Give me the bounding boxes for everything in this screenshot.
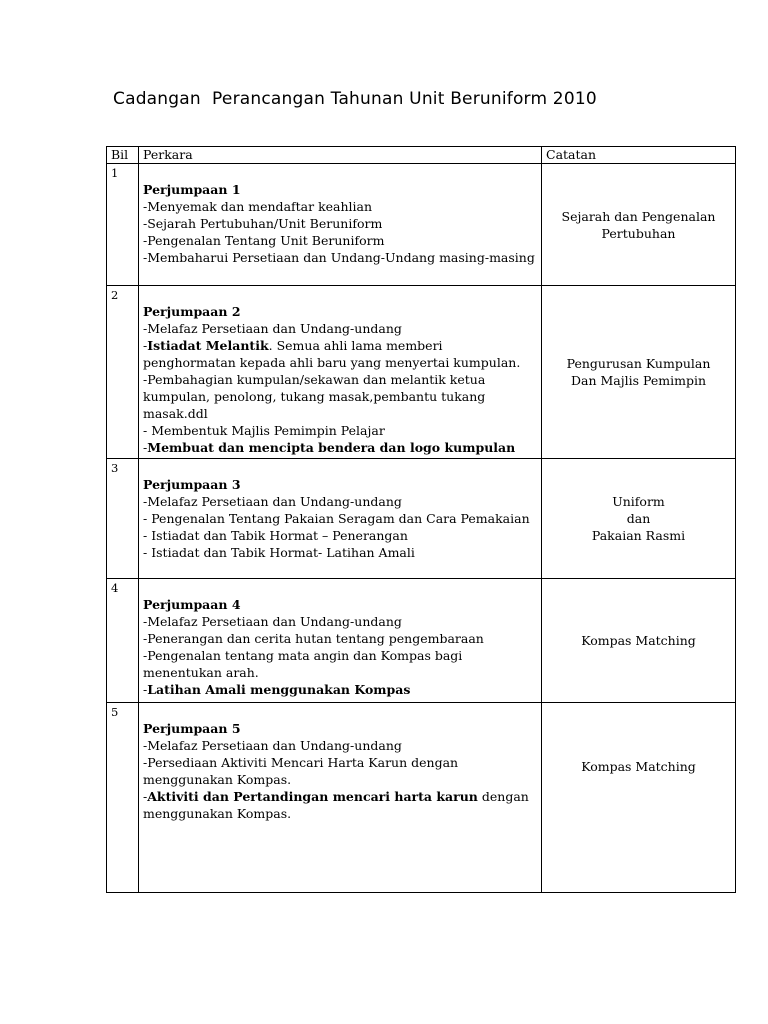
row-number: 1 xyxy=(107,164,139,286)
list-item: -Latihan Amali menggunakan Kompas xyxy=(143,682,411,697)
list-item: -Persediaan Aktiviti Mencari Harta Karun dengan menggunakan Kompas. xyxy=(143,755,459,787)
meeting-heading: Perjumpaan 1 xyxy=(143,182,241,197)
list-item: -Istiadat Melantik. Semua ahli lama memberi penghormatan kepada ahli baru yang menyertai kumpulan. xyxy=(143,338,521,370)
bold-text: Aktiviti dan Pertandingan mencari harta karun xyxy=(147,789,478,804)
list-item-text: dengan menggunakan Kompas. xyxy=(143,789,529,821)
table-row xyxy=(107,703,736,893)
bold-text: Membuat dan mencipta bendera dan logo kumpulan xyxy=(147,440,516,455)
perkara-cell xyxy=(139,164,542,286)
list-item: -Pengenalan Tentang Unit Beruniform xyxy=(143,233,385,248)
row-number: 3 xyxy=(107,459,139,579)
catatan-cell xyxy=(542,286,736,459)
list-item: -Melafaz Persetiaan dan Undang-undang xyxy=(143,494,402,509)
meeting-heading: Perjumpaan 5 xyxy=(143,721,241,736)
catatan-line: Uniform xyxy=(612,494,665,509)
row-number: 2 xyxy=(107,286,139,459)
table-row xyxy=(107,164,736,286)
meeting-heading: Perjumpaan 4 xyxy=(143,597,241,612)
row-number: 5 xyxy=(107,703,139,893)
annual-plan-table xyxy=(106,146,736,893)
catatan-cell xyxy=(542,459,736,579)
list-item: - Pengenalan Tentang Pakaian Seragam dan Cara Pemakaian xyxy=(143,511,530,526)
table-row xyxy=(107,579,736,703)
list-item: -Melafaz Persetiaan dan Undang-undang xyxy=(143,738,402,753)
header-perkara: Perkara xyxy=(139,147,542,164)
list-item: - Istiadat dan Tabik Hormat – Penerangan xyxy=(143,528,408,543)
document-title: Cadangan Perancangan Tahunan Unit Beruniform 2010 xyxy=(113,89,597,109)
catatan-cell xyxy=(542,164,736,286)
list-item: -Membaharui Persetiaan dan Undang-Undang masing-masing xyxy=(143,250,535,265)
catatan-line: Pengurusan Kumpulan xyxy=(566,356,711,371)
perkara-cell xyxy=(139,703,542,893)
perkara-cell xyxy=(139,286,542,459)
catatan-line: Sejarah dan Pengenalan xyxy=(561,208,716,224)
header-catatan: Catatan xyxy=(542,147,736,164)
catatan-line: Pakaian Rasmi xyxy=(591,528,686,543)
bold-text: Latihan Amali menggunakan Kompas xyxy=(147,682,411,697)
catatan-line: dan xyxy=(626,511,651,526)
list-item: -Penerangan dan cerita hutan tentang pengembaraan xyxy=(143,631,484,646)
list-item: - Membentuk Majlis Pemimpin Pelajar xyxy=(143,423,385,438)
catatan-line: Dan Majlis Pemimpin xyxy=(570,373,706,388)
perkara-cell xyxy=(139,459,542,579)
meeting-heading: Perjumpaan 2 xyxy=(143,304,241,319)
list-item: -Melafaz Persetiaan dan Undang-undang xyxy=(143,321,402,336)
list-item: -Membuat dan mencipta bendera dan logo kumpulan xyxy=(143,440,516,455)
catatan-line: Kompas Matching xyxy=(581,633,696,648)
list-item: -Pengenalan tentang mata angin dan Kompas bagi menentukan arah. xyxy=(143,648,463,680)
table-row xyxy=(107,459,736,579)
catatan-cell xyxy=(542,579,736,703)
table-row xyxy=(107,286,736,459)
list-item: - Istiadat dan Tabik Hormat- Latihan Amali xyxy=(143,545,415,560)
list-item: -Pembahagian kumpulan/sekawan dan melantik ketua kumpulan, penolong, tukang masak,pembantu tukang masak.ddl xyxy=(143,372,486,421)
list-item: -Melafaz Persetiaan dan Undang-undang xyxy=(143,614,402,629)
catatan-line: Kompas Matching xyxy=(581,759,696,774)
bold-prefix: Istiadat Melantik xyxy=(147,338,269,353)
table-header-row xyxy=(107,147,736,164)
list-item: -Aktiviti dan Pertandingan mencari harta karun dengan menggunakan Kompas. xyxy=(143,789,529,821)
header-bil: Bil xyxy=(107,147,139,164)
catatan-cell xyxy=(542,703,736,893)
list-item: -Menyemak dan mendaftar keahlian xyxy=(143,199,373,214)
row-number: 4 xyxy=(107,579,139,703)
catatan-line: Pertubuhan xyxy=(601,225,676,241)
meeting-heading: Perjumpaan 3 xyxy=(143,477,241,492)
list-item-text: Semua ahli lama memberi penghormatan kepada ahli baru yang menyertai kumpulan. xyxy=(143,338,521,370)
list-item: -Sejarah Pertubuhan/Unit Beruniform xyxy=(143,216,383,231)
perkara-cell xyxy=(139,579,542,703)
